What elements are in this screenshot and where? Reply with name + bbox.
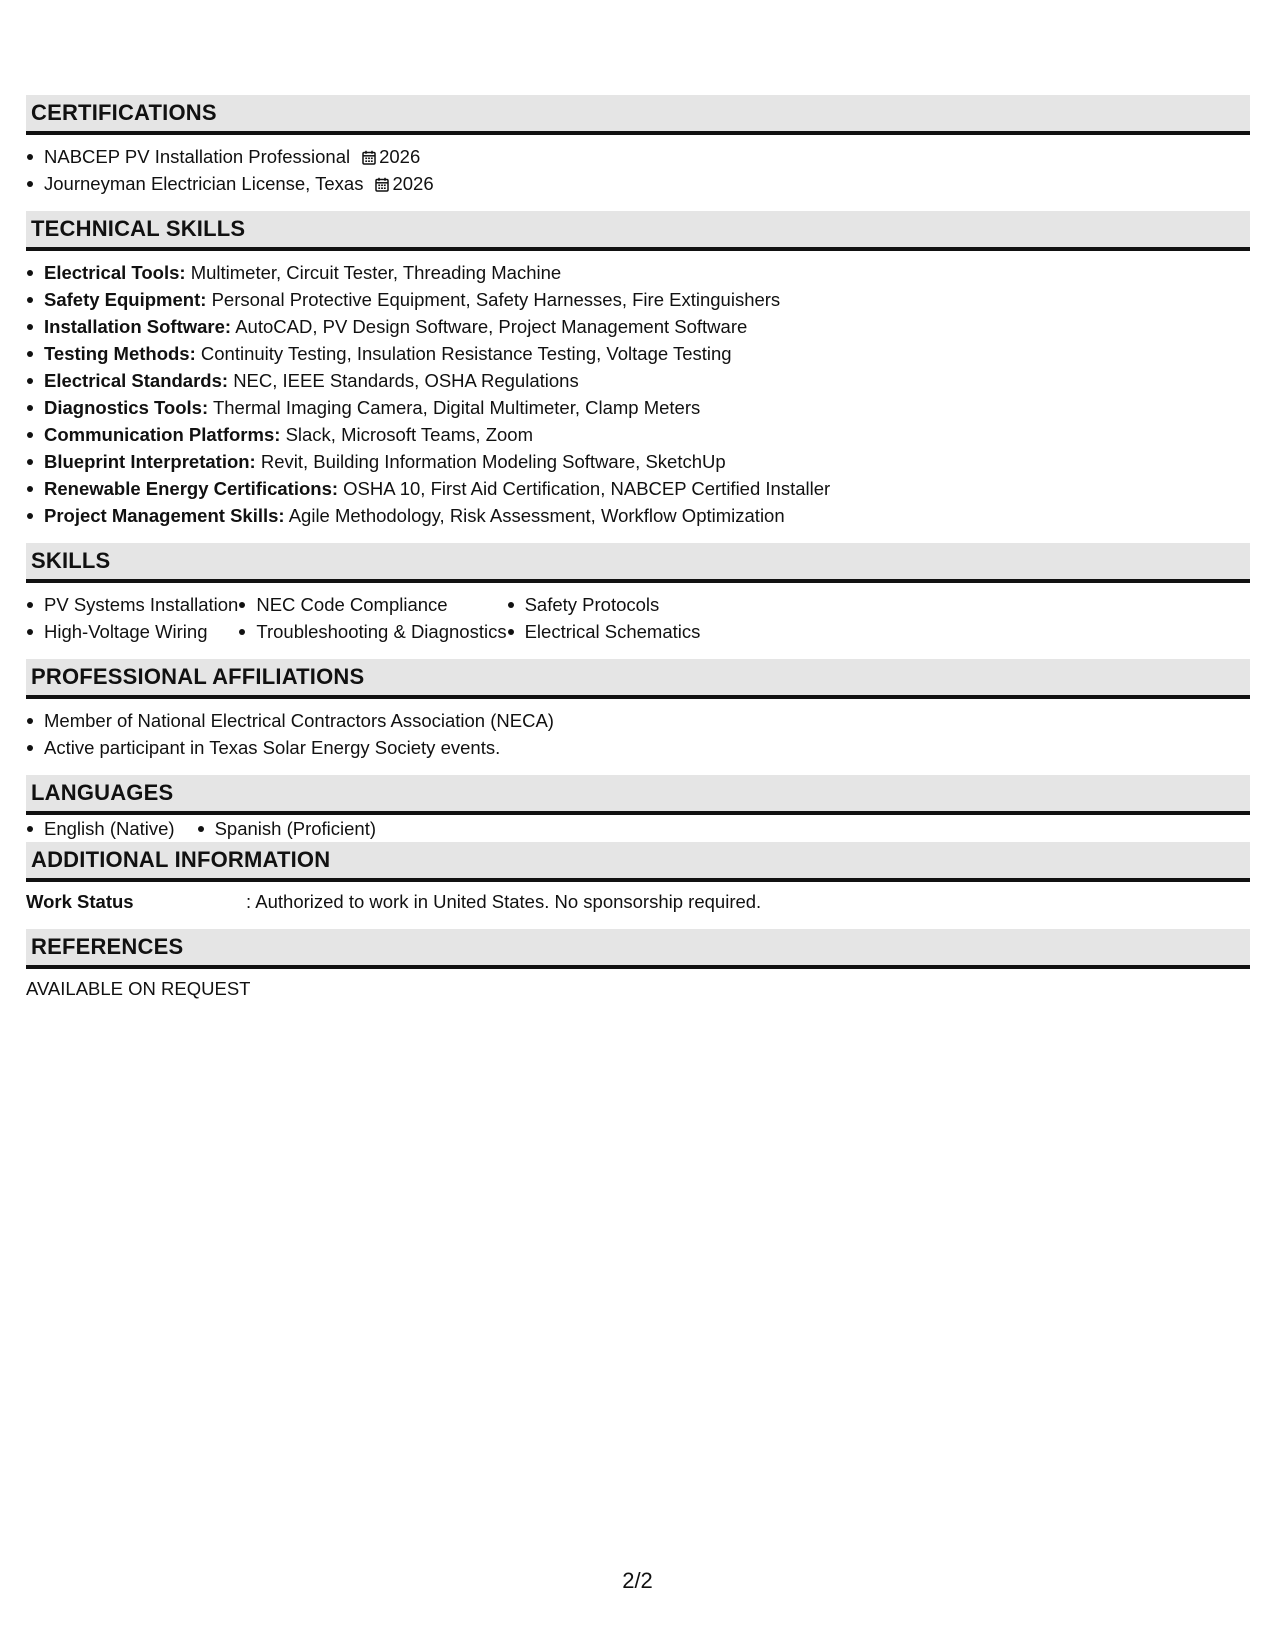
section-header (26, 211, 1250, 251)
skills-column (238, 591, 506, 645)
resume-page (26, 95, 1250, 1002)
section-title: SKILLS (31, 548, 111, 573)
technical-skill-item (26, 394, 1250, 421)
certification-year: 2026 (392, 173, 434, 194)
work-status-value: : Authorized to work in United States. No sponsorship required. (246, 891, 762, 912)
skills-column (26, 591, 238, 645)
skill-category-label: Diagnostics Tools: (44, 397, 209, 418)
work-status-row (26, 882, 1250, 929)
skill-category-label: Communication Platforms: (44, 424, 281, 445)
technical-skill-item (26, 313, 1250, 340)
skills-section (26, 543, 1250, 659)
section-title: TECHNICAL SKILLS (31, 216, 246, 241)
skill-category-value: AutoCAD, PV Design Software, Project Management Software (235, 316, 748, 337)
skill-item: Safety Protocols (507, 591, 701, 618)
skill-category-value: Personal Protective Equipment, Safety Harnesses, Fire Extinguishers (211, 289, 781, 310)
page-number: 2/2 (622, 1568, 653, 1593)
affiliations-list (26, 707, 1250, 761)
skill-category-value: Slack, Microsoft Teams, Zoom (285, 424, 533, 445)
skill-category-value: Thermal Imaging Camera, Digital Multimeter, Clamp Meters (212, 397, 701, 418)
certification-name: Journeyman Electrician License, Texas (44, 173, 364, 194)
skill-category-value: NEC, IEEE Standards, OSHA Regulations (233, 370, 579, 391)
technical-skill-item (26, 340, 1250, 367)
work-status-label: Work Status (26, 891, 134, 912)
technical-skill-item (26, 421, 1250, 448)
skills-grid (26, 583, 1250, 659)
skill-item: Electrical Schematics (507, 618, 701, 645)
languages-section (26, 775, 1250, 842)
section-header (26, 543, 1250, 583)
additional-info-section (26, 842, 1250, 929)
technical-skills-section (26, 211, 1250, 543)
technical-skill-item (26, 502, 1250, 529)
skill-category-label: Safety Equipment: (44, 289, 207, 310)
section-header (26, 842, 1250, 882)
skill-item: PV Systems Installation (26, 591, 238, 618)
calendar-icon (375, 177, 389, 192)
skill-category-label: Electrical Standards: (44, 370, 229, 391)
section-title: ADDITIONAL INFORMATION (31, 847, 331, 872)
references-text: AVAILABLE ON REQUEST (26, 978, 251, 999)
skill-category-value: Multimeter, Circuit Tester, Threading Machine (190, 262, 562, 283)
technical-skills-list (26, 259, 1250, 529)
skill-category-value: Continuity Testing, Insulation Resistance Testing, Voltage Testing (200, 343, 732, 364)
section-title: CERTIFICATIONS (31, 100, 217, 125)
technical-skill-item (26, 367, 1250, 394)
skill-category-value: OSHA 10, First Aid Certification, NABCEP Certified Installer (343, 478, 831, 499)
section-header (26, 775, 1250, 815)
section-title: LANGUAGES (31, 780, 174, 805)
skill-category-label: Testing Methods: (44, 343, 196, 364)
skill-category-label: Blueprint Interpretation: (44, 451, 256, 472)
section-title: REFERENCES (31, 934, 184, 959)
certifications-section (26, 95, 1250, 211)
section-title: PROFESSIONAL AFFILIATIONS (31, 664, 365, 689)
calendar-icon (362, 150, 376, 165)
skill-item: Troubleshooting & Diagnostics (238, 618, 506, 645)
technical-skill-item (26, 259, 1250, 286)
certifications-list (26, 143, 1250, 197)
section-header (26, 659, 1250, 699)
technical-skill-item (26, 286, 1250, 313)
skill-category-label: Renewable Energy Certifications: (44, 478, 339, 499)
certification-year: 2026 (379, 146, 421, 167)
skill-item: NEC Code Compliance (238, 591, 506, 618)
skill-category-value: Revit, Building Information Modeling Software, SketchUp (260, 451, 726, 472)
affiliations-section (26, 659, 1250, 775)
section-header (26, 95, 1250, 135)
languages-list (26, 815, 1250, 842)
language-item: English (Native) (26, 815, 175, 842)
references-section (26, 929, 1250, 1002)
affiliation-item: Active participant in Texas Solar Energy Society events. (26, 734, 1250, 761)
technical-skill-item (26, 448, 1250, 475)
skill-category-label: Project Management Skills: (44, 505, 285, 526)
section-header (26, 929, 1250, 969)
skill-category-label: Installation Software: (44, 316, 232, 337)
skills-column (507, 591, 701, 645)
skill-category-label: Electrical Tools: (44, 262, 186, 283)
certification-name: NABCEP PV Installation Professional (44, 146, 351, 167)
skill-category-value: Agile Methodology, Risk Assessment, Workflow Optimization (288, 505, 785, 526)
affiliation-item: Member of National Electrical Contractors Association (NECA) (26, 707, 1250, 734)
skill-item: High-Voltage Wiring (26, 618, 238, 645)
certification-item (26, 143, 1250, 170)
technical-skill-item (26, 475, 1250, 502)
certification-item (26, 170, 1250, 197)
language-item: Spanish (Proficient) (197, 815, 376, 842)
